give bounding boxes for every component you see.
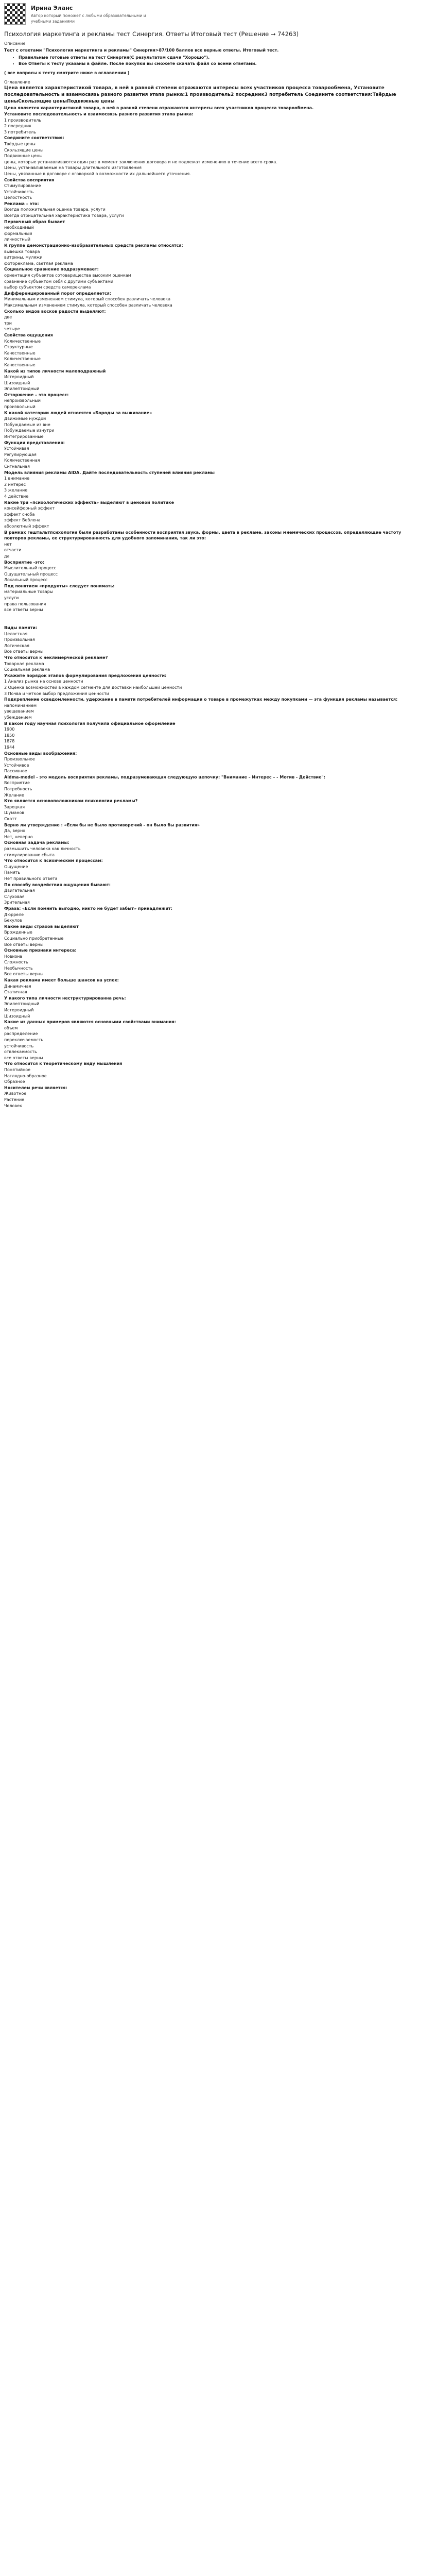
answer-option: фотореклама, светлая реклама: [4, 261, 74, 266]
question-block: [4, 79, 423, 86]
answer-option: все ответы верны: [4, 1055, 43, 1060]
answer-option: убеждением: [4, 715, 32, 720]
answer-option: объем: [4, 1025, 18, 1030]
answer-option: непроизвольный: [4, 398, 41, 403]
answer-option: Целостность: [4, 195, 32, 200]
answer-option: Социально приобретенные: [4, 936, 64, 941]
question-title: Какие три «психологических эффекта» выделяют в ценовой политике: [4, 500, 175, 505]
answer-option: Понятийное: [4, 1067, 31, 1072]
answer-option: 1900: [4, 727, 15, 732]
question-title: Какие виды страхов выделяют: [4, 924, 79, 929]
question-title: Какие из данных примеров являются основными свойствами внимания:: [4, 1020, 176, 1025]
answer-option: Дюрреле: [4, 912, 24, 917]
question-title: По способу воздействия ощущения бывают:: [4, 882, 111, 887]
answer-option: три: [4, 320, 12, 326]
question-title: Цена является характеристикой товара, в ней в равной степени отражаются интересы всех участников процесса товарообмена, Установите последовательность и взаимосвязь разного развития этапа рынка:1 производитель2 посредник3 потребитель Соедините соответствия:Твёрдые ценыСкользящие ценыПодвижные цены: [4, 86, 396, 105]
answer-option: Скотт: [4, 817, 17, 822]
answer-option: эффект Веблена: [4, 518, 41, 523]
answer-option: Минимальным изменением стимула, который способен различать человека: [4, 297, 171, 302]
answer-option: произвольный: [4, 404, 36, 410]
question-title: Реклама – это:: [4, 201, 39, 206]
bullet-item: • Правильные готовые ответы на тест Синергия(С результатом сдачи "Хорошо").: [19, 55, 423, 61]
answer-option: напоминанием: [4, 703, 37, 708]
answer-option: абсолютный эффект: [4, 523, 49, 529]
answer-option: Твёрдые цены: [4, 141, 36, 146]
answer-option: Побуждаемые изнутри: [4, 428, 55, 433]
question-title: Кто является основоположником психологии рекламы?: [4, 799, 138, 804]
answer-option: Скользящие цены: [4, 147, 44, 152]
question-title: К группе демонстрационно-изобразительных средств рекламы относятся:: [4, 243, 183, 248]
answer-option: 3 потребитель: [4, 129, 36, 134]
question-title: Социальное сравнение подразумевает:: [4, 267, 99, 272]
answer-option: Статичная: [4, 990, 27, 995]
question-title: Свойства ощущения: [4, 332, 53, 337]
question-block: [4, 924, 423, 947]
question-title: Цена является характеристикой товара, в ней в равной степени отражаются интересы всех участников процесса товарообмена.: [4, 106, 314, 111]
question-block: [4, 135, 423, 177]
answer-option: Цены, устанавливаемые на товары длительного изготовления: [4, 165, 142, 171]
question-block: [4, 697, 423, 720]
answer-option: материальные товары: [4, 589, 54, 595]
answer-option: Растение: [4, 1097, 25, 1102]
question-block: [4, 105, 423, 111]
question-title: Восприятие -это:: [4, 560, 45, 565]
answer-option: Эпилептоидный: [4, 1002, 40, 1007]
answer-option: 2 интерес: [4, 482, 26, 487]
question-block: [4, 721, 423, 751]
answer-option: Устойчивая: [4, 446, 29, 451]
answer-option: Качественные: [4, 350, 36, 355]
answer-option: Качественные: [4, 362, 36, 367]
answer-option: 1878: [4, 739, 15, 744]
answer-option: Стимулирование: [4, 183, 41, 189]
description-label: Описание: [4, 41, 26, 46]
question-block: [4, 655, 423, 673]
answer-option: 1944: [4, 744, 15, 750]
answer-option: услуги: [4, 596, 19, 601]
answer-option: Устойчивое: [4, 762, 29, 768]
answer-option: эффект сноба: [4, 512, 35, 517]
answer-option: Произвольное: [4, 757, 35, 762]
answer-option: Логическая: [4, 643, 29, 648]
answer-option: 1850: [4, 733, 15, 738]
question-block: [4, 111, 423, 135]
answer-option: Шизоидный: [4, 1013, 30, 1019]
question-block: [4, 1019, 423, 1061]
answer-option: Шизоидный: [4, 380, 30, 385]
bullet-list: [19, 55, 423, 67]
question-block: [4, 392, 423, 410]
answer-option: 1 производитель: [4, 117, 42, 123]
answer-option: Наглядно-образное: [4, 1073, 47, 1078]
page-title: Психология маркетинга и рекламы тест Синергия. Ответы Итоговый тест (Решение → 74263): [4, 30, 299, 38]
question-block: [4, 368, 423, 392]
answer-option: права пользования: [4, 601, 46, 606]
question-block: [4, 291, 423, 309]
question-title: Верно ли утверждение : «Если бы не было противоречий - он было бы развития»: [4, 822, 200, 827]
answer-option: Новизна: [4, 954, 23, 959]
question-title: Свойства восприятия: [4, 177, 55, 182]
answer-option: нет: [4, 541, 12, 547]
answer-option: Сигнальная: [4, 464, 30, 469]
answer-option: все ответы верны: [4, 607, 43, 613]
answer-option: 2 посредник: [4, 124, 31, 129]
question-block: [4, 201, 423, 219]
question-block: [4, 177, 423, 201]
answer-option: Нет, неверно: [4, 834, 33, 839]
answer-option: Пассивное: [4, 769, 27, 774]
question-title: Отторжение – это процесс:: [4, 392, 69, 397]
answer-option: Товарная реклама: [4, 661, 44, 666]
answer-option: 2 Оценка возможностей в каждом сегменте для доставки наибольшей ценности: [4, 685, 182, 690]
answer-option: переключаемость: [4, 1038, 44, 1042]
answer-option: Сложность: [4, 960, 28, 965]
answer-option: необходимый: [4, 225, 34, 230]
answer-option: Память: [4, 870, 21, 875]
question-block: [4, 947, 423, 977]
question-block: [4, 440, 423, 470]
answer-option: Движимые нуждой: [4, 416, 46, 421]
answer-option: Животное: [4, 1091, 27, 1096]
question-title: Модель влияния рекламы AIDA. Дайте последовательность ступеней влияния рекламы: [4, 470, 215, 475]
answer-option: Регулирующая: [4, 452, 37, 457]
question-block: [4, 560, 423, 583]
question-title: Основная задача рекламы:: [4, 840, 69, 845]
answer-option: распределение: [4, 1031, 38, 1037]
answer-option: Количественные: [4, 338, 41, 344]
answer-option: Шуманов: [4, 810, 25, 816]
toc-note: ( все вопросы к тесту смотрите ниже в оглавлении ): [4, 71, 130, 76]
question-title: Подкрепление осведомленности, удержание в памяти потребителей информации о товаре в промежутках между покупками — эта функция рекламы называется:: [4, 697, 398, 702]
question-title: Основные виды воображения:: [4, 751, 77, 756]
answer-option: вывешка товара: [4, 249, 40, 254]
answer-option: 1 Анализ рынка на основе ценности: [4, 679, 83, 684]
question-title: [4, 613, 423, 619]
answer-option: Ощущательный процесс: [4, 571, 58, 577]
question-title: Какой из типов личности малоподражный: [4, 368, 106, 374]
author-name[interactable]: Ирина Эланс: [31, 5, 73, 11]
answer-option: размышить человека как личность: [4, 846, 81, 851]
answer-option: Восприятие: [4, 781, 30, 786]
answer-option: Человек: [4, 1103, 22, 1108]
question-block: [4, 219, 423, 243]
answer-option: две: [4, 315, 12, 320]
question-title: Основные признаки интереса:: [4, 948, 77, 953]
answer-option: Необычность: [4, 965, 33, 971]
question-title: Что относится к психическим процессам:: [4, 858, 103, 863]
answer-option: отчасти: [4, 548, 22, 553]
question-title: Оглавление: [4, 79, 30, 84]
question-block: [4, 613, 423, 625]
answer-option: Количественные: [4, 357, 41, 362]
question-title: Какая реклама имеет больше шансов на успех:: [4, 978, 119, 983]
question-block: [4, 530, 423, 560]
question-block: [4, 1061, 423, 1084]
answer-option: увещеванием: [4, 709, 34, 714]
answer-option: Структурные: [4, 345, 33, 350]
question-block: [4, 977, 423, 995]
answer-option: устойчивость: [4, 1043, 34, 1048]
answer-option: Целостная: [4, 631, 28, 636]
answer-option: Желание: [4, 792, 24, 798]
answer-option: Истероидный: [4, 375, 34, 380]
question-block: [4, 332, 423, 368]
question-block: [4, 840, 423, 858]
avatar[interactable]: [4, 3, 26, 25]
answer-option: Слуховая: [4, 894, 25, 899]
answer-option: Всегда отрицательная характеристика товара, услуги: [4, 213, 124, 218]
answer-option: Врожденные: [4, 930, 32, 935]
question-block: [4, 995, 423, 1019]
question-block: [4, 882, 423, 906]
answer-option: Эпилептоидный: [4, 386, 40, 392]
question-title: Виды памяти:: [4, 625, 38, 631]
answer-option: Истероидный: [4, 1008, 34, 1013]
question-title: Установите последовательность и взаимосвязь разного развития этапа рынка:: [4, 111, 194, 116]
question-block: [4, 583, 423, 613]
answer-option: Все ответы верны: [4, 942, 44, 947]
bullet-item: • Все Ответы к тесту указаны в файле. После покупки вы сможете скачать файл со всеми ответами.: [19, 61, 423, 67]
answer-option: Максимальным изменением стимула, который способен различать человека: [4, 302, 172, 308]
answer-option: Зарецкая: [4, 804, 25, 809]
answer-option: Двигательная: [4, 888, 35, 893]
question-title: Под понятием «продукты» следует понимать:: [4, 583, 115, 588]
question-title: Что относится к теоретическому виду мышления: [4, 1061, 123, 1066]
answer-option: Мыслительный процесс: [4, 566, 56, 571]
question-block: [4, 822, 423, 840]
answer-option: Да, верно: [4, 828, 26, 834]
question-block: [4, 625, 423, 655]
answer-option: Все ответы верны: [4, 649, 44, 654]
answer-option: Произвольная: [4, 637, 35, 642]
question-block: [4, 751, 423, 774]
question-title: Сколько видов восков радости выделяют:: [4, 309, 106, 314]
question-block: [4, 470, 423, 500]
answer-option: Социальная реклама: [4, 667, 50, 672]
question-title: Что относится к неклимерческой рекламе?: [4, 655, 108, 660]
answer-option: личностный: [4, 237, 30, 242]
answer-option: цены, которые устанавливаются один раз в момент заключения договора и не подлежат изменению в течение всего срока.: [4, 159, 277, 164]
answer-option: ориентация субъектов сотоварищества высоким оценкам: [4, 273, 131, 278]
answer-option: Ощущение: [4, 864, 28, 869]
answer-option: да: [4, 553, 10, 558]
answer-option: стимулирование сбыта: [4, 852, 55, 857]
question-title: Дифференцированный порог определяется:: [4, 291, 112, 296]
question-title: У какого типа личности неструктурированна речь:: [4, 995, 126, 1001]
question-title: Aidma-model - это модель восприятия рекламы, подразумевающая следующую цепочку: "Внимание – Интерес – - Мотив - Действие":: [4, 774, 325, 779]
question-block: [4, 266, 423, 290]
answer-option: 3 Почва и четкое выбор предложения ценности: [4, 691, 109, 696]
answer-option: Динамичная: [4, 984, 31, 989]
question-block: [4, 243, 423, 266]
answer-option: Всегда положительная оценка товара, услуги: [4, 207, 106, 212]
answer-option: Устойчивость: [4, 189, 34, 194]
author-description: Автор который поможет с любыми образовательными и учебными заданиями: [31, 13, 146, 24]
answer-option: Количественная: [4, 458, 40, 463]
question-block: [4, 500, 423, 530]
answer-option: отвлекаемость: [4, 1049, 37, 1055]
question-block: [4, 798, 423, 822]
page: [0, 0, 427, 1112]
answer-option: формальный: [4, 231, 32, 236]
question-block: [4, 85, 423, 105]
answer-option: Потребность: [4, 787, 32, 792]
question-title: Первичный образ бывает: [4, 219, 65, 224]
question-title: Фраза: «Если помнить выгодно, никто не будет забыт» принадлежит:: [4, 906, 172, 911]
answer-option: [4, 619, 423, 625]
answer-option: Интегрированные: [4, 434, 44, 439]
question-title: Соедините соответствия:: [4, 135, 64, 141]
answer-option: Подвижные цены: [4, 154, 43, 159]
answer-option: Бехулов: [4, 918, 22, 923]
answer-option: 3 желание: [4, 488, 28, 493]
answer-option: 4 действие: [4, 494, 29, 499]
question-block: [4, 858, 423, 882]
answer-option: Побуждаемые из вне: [4, 422, 50, 427]
answer-option: Локальный процесс: [4, 578, 48, 583]
question-title: Функции представления:: [4, 440, 65, 445]
question-block: [4, 774, 423, 798]
answer-option: консейфорный эффект: [4, 506, 55, 511]
question-block: [4, 1085, 423, 1109]
question-list: [4, 79, 423, 1109]
question-block: [4, 906, 423, 924]
answer-option: сравнение субъектом себя с другими субъектами: [4, 279, 114, 284]
answer-option: Образное: [4, 1079, 25, 1084]
answer-option: четыре: [4, 327, 20, 332]
answer-option: Цены, увязанные в договоре с оговоркой о возможности их дальнейшего уточнения.: [4, 171, 191, 176]
answer-option: 1 внимание: [4, 476, 30, 481]
question-title: В рамках гештальтпсихологии были разработаны особенности восприятия звука, формы, цвета в рекламе, законы мнемических процессов, определяющие частоту повторов рекламы, ее структурированность для удобного запоминания, так ли это:: [4, 530, 402, 541]
answer-option: Все ответы верны: [4, 972, 44, 977]
answer-option: витрины, муляжи: [4, 255, 43, 260]
question-block: [4, 309, 423, 332]
answer-option: Нет правильного ответа: [4, 876, 58, 881]
question-title: Носителем речи является:: [4, 1085, 67, 1090]
question-title: В каком году научная психология получила официальное оформление: [4, 721, 176, 726]
question-title: Укажите порядок этапов формулирования предложения ценности:: [4, 673, 167, 678]
question-block: [4, 673, 423, 697]
answer-option: выбор субъектом средств самореклама: [4, 285, 91, 290]
intro-text: Тест с ответами "Психология маркетинга и рекламы" Синергия>87/100 баллов все верные ответы. Итоговый тест.: [4, 48, 279, 53]
question-block: [4, 410, 423, 440]
author-header: [4, 3, 423, 25]
author-info: [31, 3, 154, 25]
answer-option: Зрительная: [4, 900, 30, 905]
question-title: К какой категории людей относятся «Бороды за выживание»: [4, 410, 152, 415]
